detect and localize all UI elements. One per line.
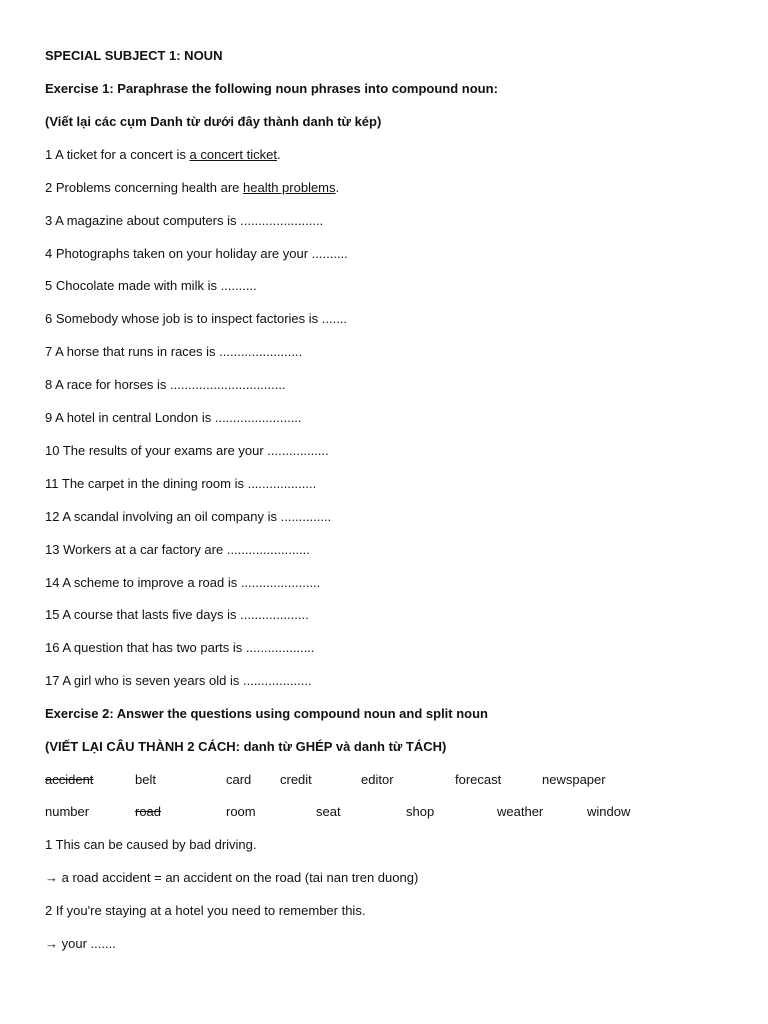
word-bank-word: belt xyxy=(135,772,156,787)
exercise1-item: 5 Chocolate made with milk is .......... xyxy=(45,278,257,293)
word-bank-word: editor xyxy=(361,772,394,787)
exercise1-item: 10 The results of your exams are your ................. xyxy=(45,443,329,458)
exercise1-heading: Exercise 1: Paraphrase the following noun phrases into compound noun: xyxy=(45,81,498,96)
exercise1-example-1 xyxy=(45,147,281,163)
exercise1-item: 4 Photographs taken on your holiday are your .......... xyxy=(45,246,348,261)
example-1-answer: a concert ticket xyxy=(189,147,277,162)
word-bank-word: window xyxy=(587,804,631,819)
exercise2-heading: Exercise 2: Answer the questions using compound noun and split noun xyxy=(45,706,489,721)
exercise1-item: 3 A magazine about computers is ....................... xyxy=(45,213,324,228)
example-1-prefix: 1 A ticket for a concert is xyxy=(45,147,190,162)
word-bank-word: road xyxy=(135,804,162,819)
exercise1-item: 14 A scheme to improve a road is ...................... xyxy=(45,575,321,590)
exercise1-item: 6 Somebody whose job is to inspect factories is ....... xyxy=(45,311,348,326)
exercise1-item: 17 A girl who is seven years old is ................... xyxy=(45,673,312,688)
example-2-prefix: 2 Problems concerning health are xyxy=(45,180,244,195)
exercise2-question-2: 2 If you're staying at a hotel you need to remember this. xyxy=(45,903,366,918)
exercise2-answer-1: → a road accident = an accident on the road (tai nan tren duong) xyxy=(45,870,419,885)
word-bank-word: number xyxy=(45,804,90,819)
exercise2-answer-2: → your ....... xyxy=(45,936,116,951)
exercise1-item: 12 A scandal involving an oil company is .............. xyxy=(45,509,332,524)
word-bank-word: newspaper xyxy=(542,772,606,787)
example-1-suffix: . xyxy=(276,147,281,162)
page-title: SPECIAL SUBJECT 1: NOUN xyxy=(45,48,223,63)
exercise1-subheading: (Viết lại các cụm Danh từ dưới đây thành danh từ kép) xyxy=(45,114,382,129)
example-2-answer: health problems xyxy=(243,180,336,195)
exercise1-example-2 xyxy=(45,180,339,196)
word-bank-word: forecast xyxy=(455,772,502,787)
word-bank-word: room xyxy=(226,804,256,819)
exercise1-item: 13 Workers at a car factory are ....................... xyxy=(45,542,310,557)
exercise1-item: 8 A race for horses is ................................ xyxy=(45,377,286,392)
exercise2-subheading: (VIẾT LẠI CÂU THÀNH 2 CÁCH: danh từ GHÉP và danh từ TÁCH) xyxy=(45,739,447,754)
exercise2-question-1: 1 This can be caused by bad driving. xyxy=(45,837,257,852)
word-bank-word: weather xyxy=(497,804,544,819)
word-bank-word: shop xyxy=(406,804,435,819)
word-bank-word: credit xyxy=(280,772,312,787)
exercise1-item: 15 A course that lasts five days is ................... xyxy=(45,607,309,622)
exercise1-item: 7 A horse that runs in races is ....................... xyxy=(45,344,303,359)
example-2-suffix: . xyxy=(335,180,340,195)
word-bank-word: card xyxy=(226,772,252,787)
word-bank-word: accident xyxy=(45,772,94,787)
word-bank-word: seat xyxy=(316,804,341,819)
exercise1-item: 16 A question that has two parts is ................... xyxy=(45,640,315,655)
exercise1-item: 11 The carpet in the dining room is ................... xyxy=(45,476,317,491)
exercise1-item: 9 A hotel in central London is ........................ xyxy=(45,410,302,425)
